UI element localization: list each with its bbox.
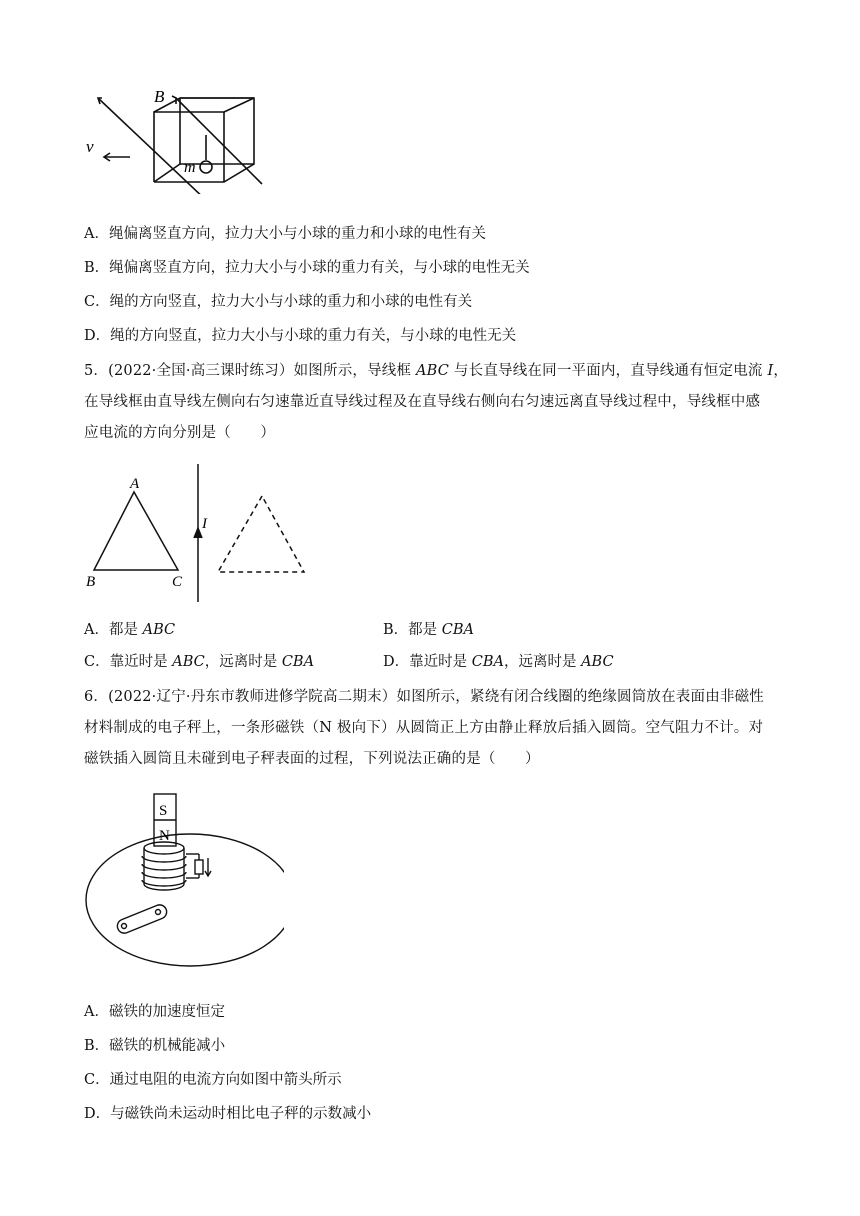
- q5-option-a: A．都是 ABC: [84, 622, 176, 638]
- label-b-vertex: B: [86, 574, 96, 590]
- label-i: I: [202, 516, 207, 532]
- label-v: v: [86, 137, 94, 156]
- q6-stem-line2: 材料制成的电子秤上，一条形磁铁（N 极向下）从圆筒正上方由静止释放后插入圆筒。空气阻力不计。对: [84, 720, 764, 736]
- q6-option-d: D．与磁铁尚未运动时相比电子秤的示数减小: [84, 1106, 372, 1122]
- q4-option-b: B．绳偏离竖直方向，拉力大小与小球的重力有关，与小球的电性无关: [84, 260, 530, 276]
- q5-option-b: B．都是 CBA: [383, 622, 474, 638]
- q6-option-c: C．通过电阻的电流方向如图中箭头所示: [84, 1072, 342, 1088]
- figure-magnetic-box: [84, 84, 284, 194]
- q5-stem-line3: 应电流的方向分别是（ ）: [84, 425, 276, 441]
- label-b: B: [154, 87, 165, 106]
- q5-stem-line2: 在导线框由直导线左侧向右匀速靠近直导线过程及在直导线右侧向右匀速远离直导线过程中，导线框中感: [84, 394, 761, 410]
- label-m: m: [184, 159, 196, 176]
- label-n: N: [159, 828, 170, 844]
- label-s: S: [159, 803, 168, 819]
- q6-option-b: B．磁铁的机械能减小: [84, 1038, 226, 1054]
- q4-option-d: D．绳的方向竖直，拉力大小与小球的重力有关，与小球的电性无关: [84, 328, 517, 344]
- q4-option-c: C．绳的方向竖直，拉力大小与小球的重力和小球的电性有关: [84, 294, 473, 310]
- q5-stem-line1: 5．(2022·全国·高三课时练习）如图所示，导线框 ABC 与长直导线在同一平面内，直导线通有恒定电流 I，: [84, 363, 789, 379]
- q6-stem-line1: 6．(2022·辽宁·丹东市教师进修学院高二期末）如图所示，紧绕有闭合线圈的绝缘圆筒放在表面由非磁性: [84, 689, 764, 705]
- q5-stem: [84, 356, 789, 449]
- q5-option-c: C．靠近时是 ABC，远离时是 CBA: [84, 654, 315, 670]
- q6-option-a: A．磁铁的加速度恒定: [84, 1004, 225, 1020]
- q5-option-d: D．靠近时是 CBA，远离时是 ABC: [383, 654, 614, 670]
- q4-option-a: A．绳偏离竖直方向，拉力大小与小球的重力和小球的电性有关: [84, 226, 486, 242]
- label-a: A: [130, 476, 140, 492]
- figure-magnet-coil: [84, 788, 284, 968]
- label-c: C: [172, 574, 183, 590]
- q6-stem: [84, 682, 784, 775]
- q6-stem-line3: 磁铁插入圆筒且未碰到电子秤表面的过程，下列说法正确的是（ ）: [84, 751, 540, 767]
- figure-triangle-wire: [84, 462, 324, 608]
